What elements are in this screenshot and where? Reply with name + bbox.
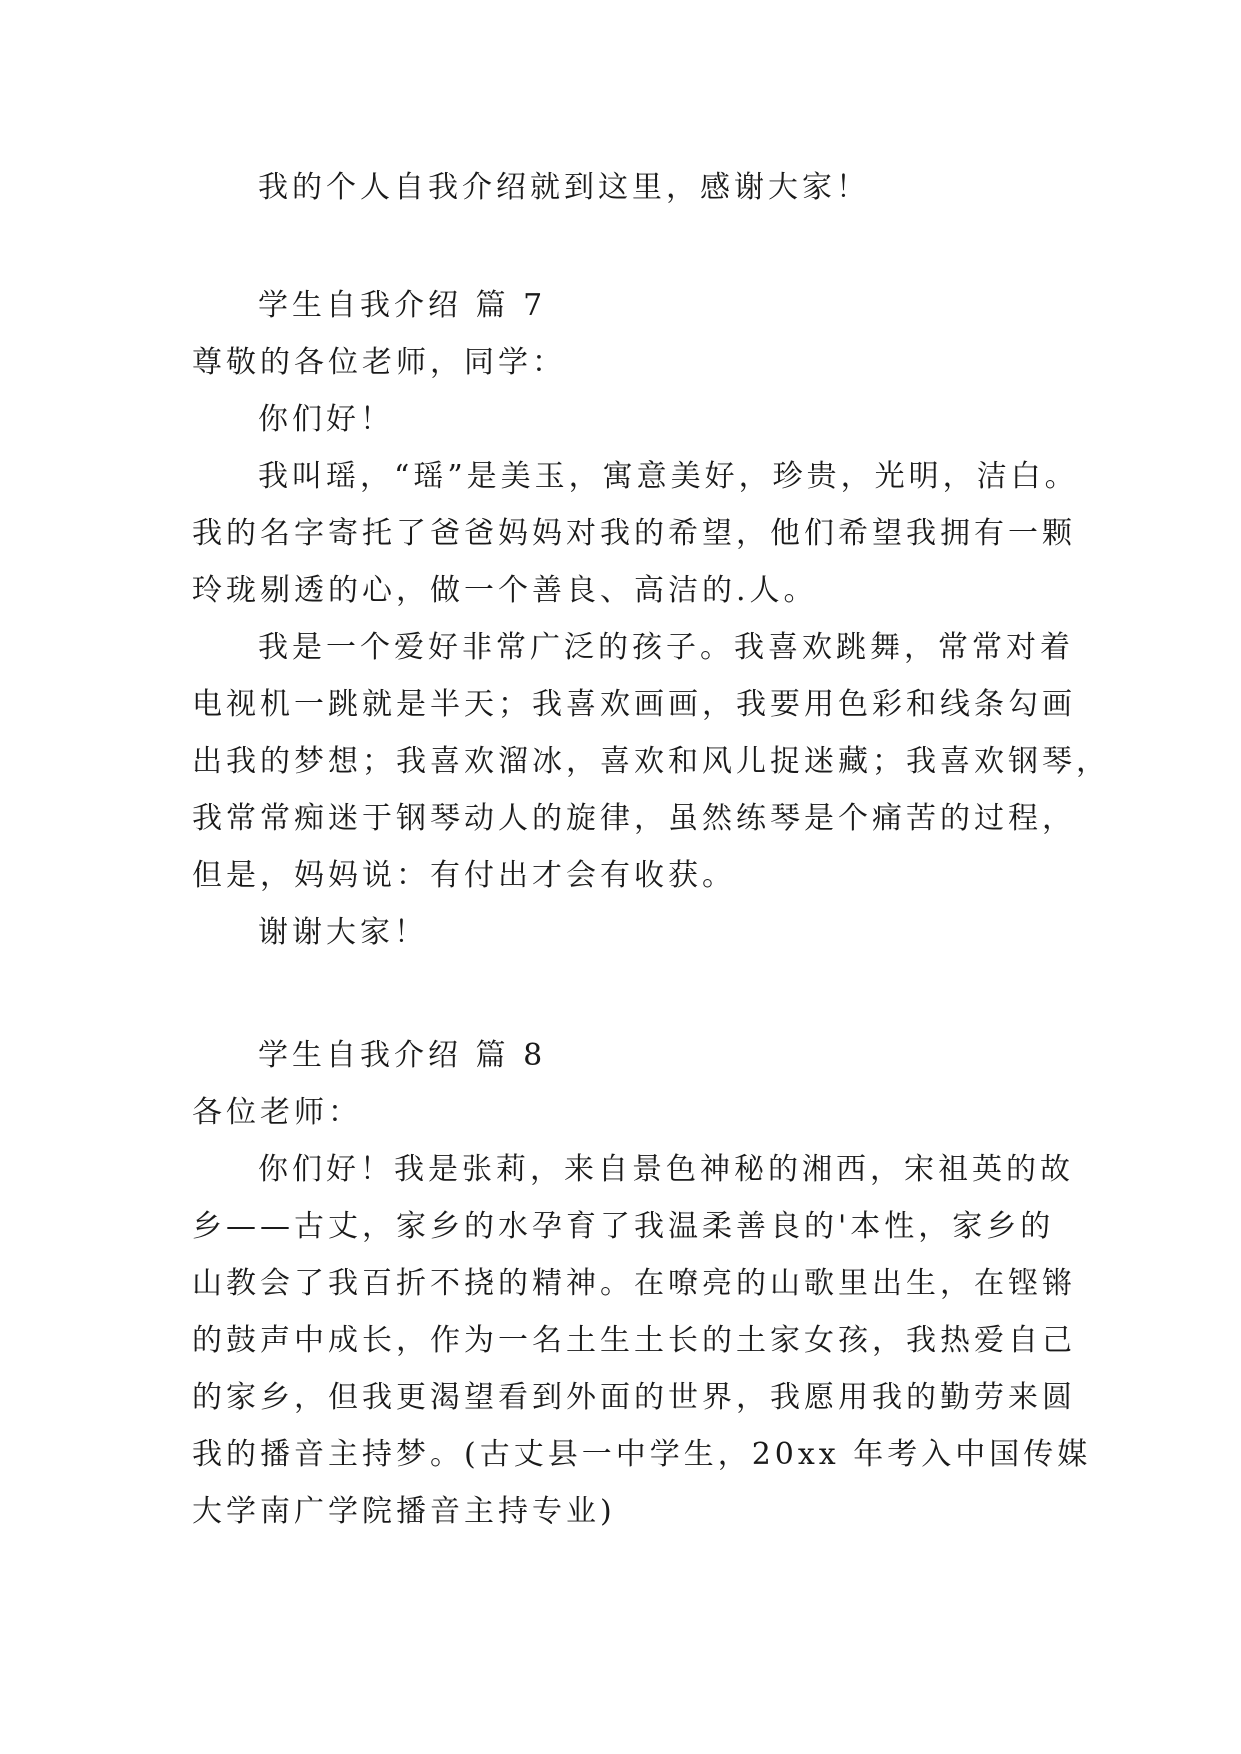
section-8-line-7: 大学南广学院播音主持专业) (192, 1494, 616, 1529)
section-7-line-8: 但是，妈妈说：有付出才会有收获。 (192, 858, 736, 893)
section-8-line-4: 的鼓声中成长，作为一名土生土长的土家女孩，我热爱自己 (192, 1323, 1076, 1358)
section-7-line-2: 我的名字寄托了爸爸妈妈对我的希望，他们希望我拥有一颗 (192, 516, 1076, 551)
section-8-line-3: 山教会了我百折不挠的精神。在嘹亮的山歌里出生，在铿锵 (192, 1266, 1076, 1301)
section-7-line-6: 出我的梦想；我喜欢溜冰，喜欢和风儿捉迷藏；我喜欢钢琴， (192, 744, 1110, 779)
section-7-line-3: 玲珑剔透的心，做一个善良、高洁的.人。 (192, 573, 818, 608)
section-7-closing: 谢谢大家！ (258, 915, 428, 950)
section-8-heading: 学生自我介绍 篇 8 (258, 1038, 547, 1073)
section-7-heading: 学生自我介绍 篇 7 (258, 288, 547, 323)
section-7-line-1: 我叫瑶，“瑶”是美玉，寓意美好，珍贵，光明，洁白。 (258, 459, 1079, 494)
section-7-line-4: 我是一个爱好非常广泛的孩子。我喜欢跳舞，常常对着 (258, 630, 1074, 665)
section-7-salutation: 尊敬的各位老师，同学： (192, 345, 566, 380)
section-7-line-5: 电视机一跳就是半天；我喜欢画画，我要用色彩和线条勾画 (192, 687, 1076, 722)
section-8-line-1: 你们好！我是张莉，来自景色神秘的湘西，宋祖英的故 (258, 1152, 1074, 1187)
section-8-line-2: 乡——古丈，家乡的水孕育了我温柔善良的'本性，家乡的 (192, 1209, 1055, 1244)
section-8-line-6: 我的播音主持梦。(古丈县一中学生，20xx 年考入中国传媒 (192, 1437, 1092, 1472)
section-8-salutation: 各位老师： (192, 1095, 362, 1130)
section-7-greeting: 你们好！ (258, 402, 394, 437)
section-8-line-5: 的家乡，但我更渴望看到外面的世界，我愿用我的勤劳来圆 (192, 1380, 1076, 1415)
section-7-line-7: 我常常痴迷于钢琴动人的旋律，虽然练琴是个痛苦的过程， (192, 801, 1076, 836)
closing-line-previous: 我的个人自我介绍就到这里，感谢大家！ (258, 170, 870, 205)
